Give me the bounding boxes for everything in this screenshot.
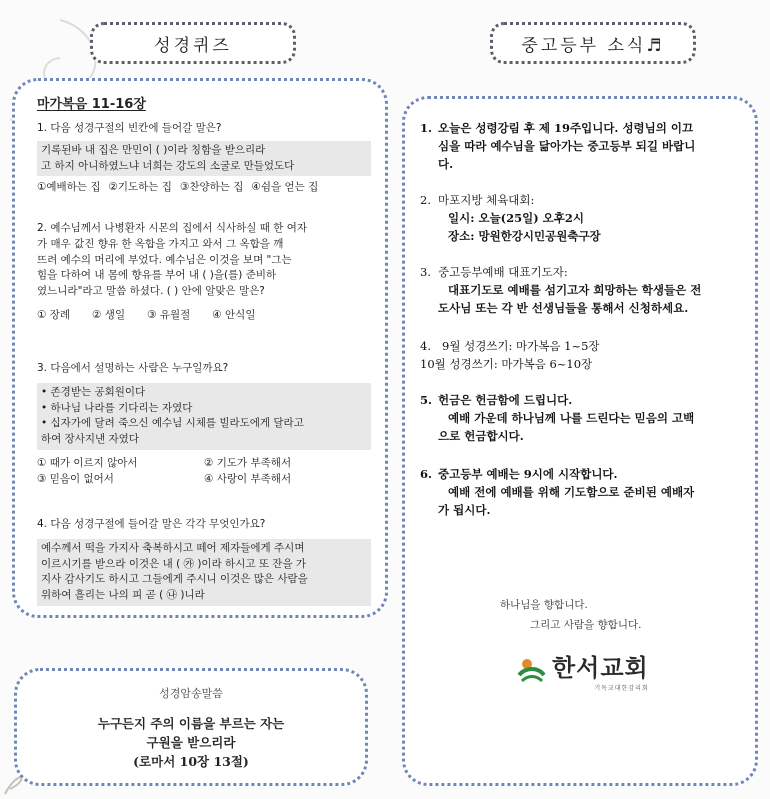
question-3-clue: 하여 장사지낸 자였다 bbox=[41, 433, 139, 445]
news-item-line: 심을 따라 예수님을 닮아가는 중고등부 되길 바랍니 bbox=[438, 138, 696, 153]
question-3-option: ① 때가 이르지 않아서 bbox=[37, 456, 138, 469]
question-2-line: 였느니라"라고 말씀 하셨다. ( ) 안에 알맞은 말은? bbox=[37, 285, 265, 297]
question-4-verse-line: 예수께서 떡을 가지사 축복하시고 떼어 제자들에게 주시며 bbox=[41, 541, 305, 554]
question-3-option: ② 기도가 부족해서 bbox=[204, 456, 292, 469]
motto bbox=[500, 596, 641, 636]
question-2-option: ③ 유월절 bbox=[147, 308, 191, 321]
news-item-line: 10월 성경쓰기: 마가복음 6~10장 bbox=[420, 356, 593, 371]
news-item-number: 1. bbox=[420, 121, 433, 135]
question-2-option: ④ 안식일 bbox=[212, 308, 256, 321]
question-2-option: ① 장례 bbox=[37, 308, 71, 321]
question-3-clue: • 십자가에 달려 죽으신 예수님 시체를 빌라도에게 달라고 bbox=[41, 417, 304, 430]
news-item-line: 대표기도로 예배를 섬기고자 희망하는 학생들은 전 bbox=[448, 282, 702, 297]
question-1-options bbox=[37, 180, 371, 196]
church-denomination: 기독교대한감리회 bbox=[594, 685, 649, 692]
news-item-line: 중고등부 예배는 9시에 시작합니다. bbox=[438, 467, 618, 481]
question-2-line: 가 매우 값진 향유 한 옥합을 가지고 와서 그 옥합을 깨 bbox=[37, 237, 284, 250]
question-2 bbox=[37, 221, 371, 324]
memory-verse-box bbox=[14, 668, 368, 786]
question-2-option: ② 생일 bbox=[92, 308, 126, 321]
quiz-chapter bbox=[37, 93, 146, 112]
question-1-option: ④쉼을 얻는 집 bbox=[251, 181, 319, 194]
question-2-line: 뜨려 예수의 머리에 부었다. 예수님은 이것을 보며 "그는 bbox=[37, 253, 292, 266]
question-1-option: ①예배하는 집 bbox=[37, 181, 101, 194]
news-item-line: 일시: 오늘(25일) 오후2시 bbox=[448, 210, 585, 225]
question-3-option: ④ 사랑이 부족해서 bbox=[204, 472, 292, 485]
question-3-option: ③ 믿음이 없어서 bbox=[37, 472, 114, 485]
memory-verse-line: (로마서 10장 13절) bbox=[133, 753, 249, 769]
quiz-header-label: 성경퀴즈 bbox=[154, 35, 232, 56]
news-header bbox=[490, 22, 696, 64]
news-header-label: 중고등부 소식♬ bbox=[521, 35, 665, 56]
quiz-panel bbox=[12, 78, 388, 618]
news-item-number: 4. bbox=[420, 339, 431, 353]
question-3-clue: • 존경받는 공회원이다 bbox=[41, 385, 146, 398]
news-item-line: 9월 성경쓰기: 마가복음 1~5장 bbox=[442, 339, 600, 353]
question-4-verse-line: 이르시기를 받으라 이것은 내 ( ㉮ )이라 하시고 또 잔을 가 bbox=[41, 557, 307, 570]
news-item-line: 다. bbox=[438, 156, 454, 171]
question-3-clues bbox=[37, 383, 371, 450]
question-1-option: ③찬양하는 집 bbox=[179, 181, 244, 194]
question-1 bbox=[37, 121, 371, 196]
news-item-line: 도사님 또는 각 반 선생님들을 통해서 신청하세요. bbox=[438, 300, 689, 315]
news-item-line: 오늘은 성령강림 후 제 19주입니다. 성령님의 이끄 bbox=[438, 121, 694, 135]
motto-line-2: 그리고 사람을 향합니다. bbox=[530, 618, 642, 631]
news-item-line: 예배 전에 예배를 위해 기도함으로 준비된 예배자 bbox=[448, 484, 695, 499]
question-3-clue: • 하나님 나라를 기다리는 자였다 bbox=[41, 401, 193, 414]
news-item-1 bbox=[420, 120, 742, 173]
news-item-number: 2. bbox=[420, 193, 431, 207]
church-emblem-icon bbox=[516, 655, 546, 685]
question-4-verse bbox=[37, 539, 371, 606]
question-1-prompt: 1. 다음 성경구절의 빈칸에 들어갈 말은? bbox=[37, 122, 222, 134]
motto-line-1: 하나님을 향합니다. bbox=[500, 599, 588, 611]
question-1-verse-line-1: 기록된바 내 집은 만민이 ( )이라 칭함을 받으리라 bbox=[41, 143, 266, 156]
news-item-line: 가 됩시다. bbox=[438, 502, 491, 517]
news-item-line: 예배 가운데 하나님께 나를 드린다는 믿음의 고백 bbox=[448, 410, 695, 425]
memory-verse-title: 성경암송말씀 bbox=[159, 687, 223, 700]
news-item-line: 장소: 망원한강시민공원축구장 bbox=[448, 228, 601, 243]
question-2-line: 힘을 다하여 내 몸에 향유를 부어 내 ( )을(를) 준비하 bbox=[37, 269, 277, 282]
quiz-header bbox=[90, 22, 296, 64]
question-4-verse-line: 지사 감사기도 하시고 그들에게 주시니 이것은 많은 사람을 bbox=[41, 573, 308, 586]
question-1-option: ②기도하는 집 bbox=[108, 181, 172, 194]
question-1-verse-line-2: 고 하지 아니하였느냐 너희는 강도의 소굴로 만들었도다 bbox=[41, 159, 295, 172]
news-item-line: 으로 헌금합시다. bbox=[438, 428, 524, 443]
news-item-number: 5. bbox=[420, 393, 433, 407]
memory-verse-line: 누구든지 주의 이름을 부르는 자는 bbox=[97, 716, 285, 731]
question-4 bbox=[37, 517, 371, 606]
news-item-number: 3. bbox=[420, 265, 431, 279]
memory-verse-line: 구원을 받으리라 bbox=[146, 734, 236, 750]
question-3-prompt: 3. 다음에서 설명하는 사람은 누구일까요? bbox=[37, 362, 229, 374]
news-item-3 bbox=[420, 264, 742, 317]
question-1-verse bbox=[37, 141, 371, 177]
news-item-number: 6. bbox=[420, 467, 433, 481]
news-item-2 bbox=[420, 192, 742, 245]
news-item-line: 마포지방 체육대회: bbox=[438, 193, 535, 207]
question-2-options bbox=[37, 308, 371, 324]
quiz-chapter-label: 마가복음 11-16장 bbox=[37, 97, 146, 112]
question-3-options bbox=[37, 456, 371, 488]
church-name: 한서교회 bbox=[552, 654, 649, 682]
news-item-line: 중고등부예배 대표기도자: bbox=[438, 265, 568, 279]
question-2-line: 2. 예수님께서 나병환자 시몬의 집에서 식사하실 때 한 여자 bbox=[37, 222, 308, 234]
question-3 bbox=[37, 361, 371, 487]
question-4-verse-line: 위하여 흘리는 나의 피 곧 ( ㉯ )니라 bbox=[41, 589, 205, 601]
news-item-4 bbox=[420, 338, 742, 374]
memory-verse-text bbox=[17, 715, 365, 771]
news-item-6 bbox=[420, 466, 742, 519]
news-item-line: 헌금은 헌금함에 드립니다. bbox=[438, 393, 573, 407]
news-item-5 bbox=[420, 392, 742, 445]
church-logo bbox=[516, 648, 649, 692]
question-4-prompt: 4. 다음 성경구절에 들어갈 말은 각각 무엇인가요? bbox=[37, 518, 266, 530]
